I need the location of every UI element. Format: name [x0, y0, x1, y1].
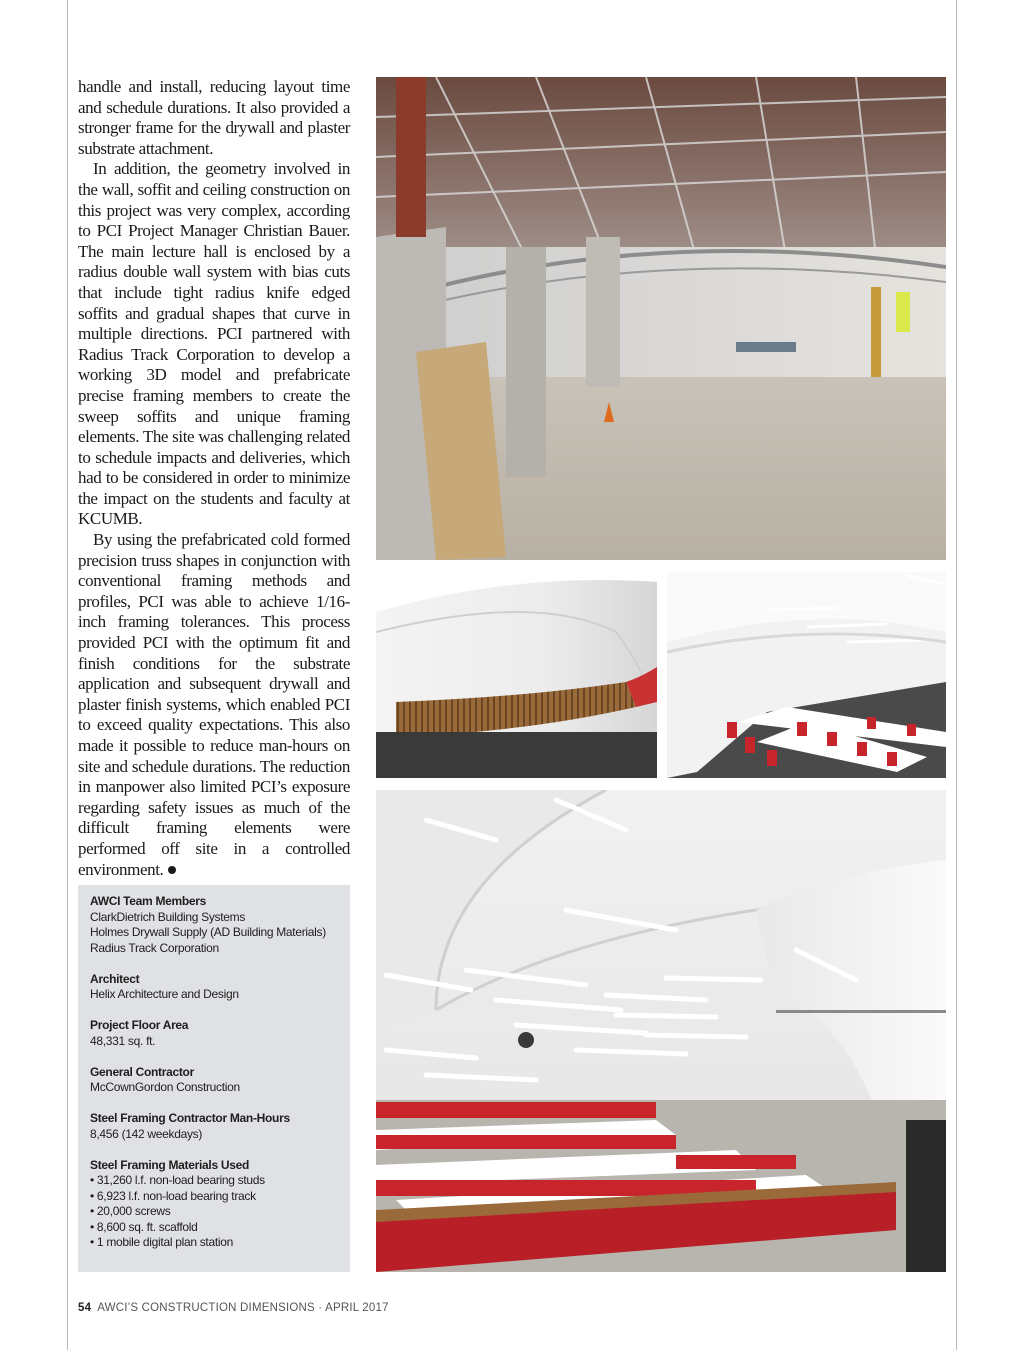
curved-wall-photo [376, 572, 657, 778]
materials-section [90, 1158, 338, 1251]
team-members-section [90, 894, 338, 956]
architect-section [90, 972, 338, 1003]
team-member-item: Radius Track Corporation [90, 940, 219, 955]
construction-site-photo [376, 77, 946, 560]
team-member-item: Holmes Drywall Supply (AD Building Materials) [90, 925, 326, 939]
general-contractor-title: General Contractor [90, 1064, 194, 1079]
publication-line: AWCI’S CONSTRUCTION DIMENSIONS · APRIL 2017 [97, 1302, 389, 1314]
man-hours-title: Steel Framing Contractor Man-Hours [90, 1111, 290, 1125]
materials-title: Steel Framing Materials Used [90, 1157, 249, 1172]
project-info-sidebar [78, 885, 350, 1272]
architect-title: Architect [90, 971, 140, 986]
article-paragraph-3 [78, 530, 350, 880]
material-item: • 6,923 l.f. non-load bearing track [90, 1188, 256, 1203]
general-contractor-section [90, 1065, 338, 1096]
lecture-hall-photo [376, 790, 946, 1272]
article-paragraph-1: handle and install, reducing layout time and schedule durations. It also provided a stronger frame for the drywall and plaster substrate attachment. [78, 77, 350, 158]
material-item: • 31,260 l.f. non-load bearing studs [90, 1173, 265, 1187]
material-item: • 20,000 screws [90, 1204, 171, 1218]
page-number: 54 [78, 1302, 92, 1314]
architect-value: Helix Architecture and Design [90, 987, 239, 1001]
article-text [78, 77, 350, 880]
material-item: • 1 mobile digital plan station [90, 1235, 233, 1249]
page-margin-rule-right [956, 0, 957, 1350]
floor-area-section [90, 1018, 338, 1049]
material-item: • 8,600 sq. ft. scaffold [90, 1219, 198, 1234]
man-hours-value: 8,456 (142 weekdays) [90, 1126, 203, 1141]
lecture-seating-photo [667, 572, 946, 778]
article-paragraph-2: In addition, the geometry involved in the wall, soffit and ceiling construction on this project was very complex, according to PCI Project Manager Christian Bauer. The main lecture hall is enclosed by a radius double wall system with bias cuts that include tight radius knife edged soffits and gradual shapes that curve in multiple directions. PCI partnered with Radius Track Corporation to develop a working 3D model and prefabricate precise framing members to create the sweep soffits and unique framing elements. The site was challenging related to schedule impacts and deliveries, which had to be considered in order to minimize the impact on the students and faculty at KCUMB. [78, 159, 350, 529]
floor-area-title: Project Floor Area [90, 1018, 189, 1032]
team-member-item: ClarkDietrich Building Systems [90, 909, 246, 924]
end-of-article-mark [168, 866, 176, 874]
floor-area-value: 48,331 sq. ft. [90, 1033, 156, 1048]
article-paragraph-3-text: By using the prefabricated cold formed precision truss shapes in conjunction with conventional framing methods and profiles, PCI was able to achieve 1/16-inch framing tolerances. This process provided PCI with the optimum fit and finish conditions for the substrate application and subsequent drywall and plaster finish systems, which enabled PCI to exceed quality expectations. This also made it possible to reduce man-hours on site and schedule durations. The reduction in manpower also limited PCI’s exposure regarding safety issues as much of the difficult framing elements were performed off site in a controlled environment. [78, 530, 350, 879]
general-contractor-value: McCownGordon Construction [90, 1080, 240, 1094]
page-margin-rule-left [67, 0, 68, 1350]
man-hours-section [90, 1111, 338, 1142]
team-members-title: AWCI Team Members [90, 894, 207, 908]
page-footer [78, 1302, 389, 1314]
